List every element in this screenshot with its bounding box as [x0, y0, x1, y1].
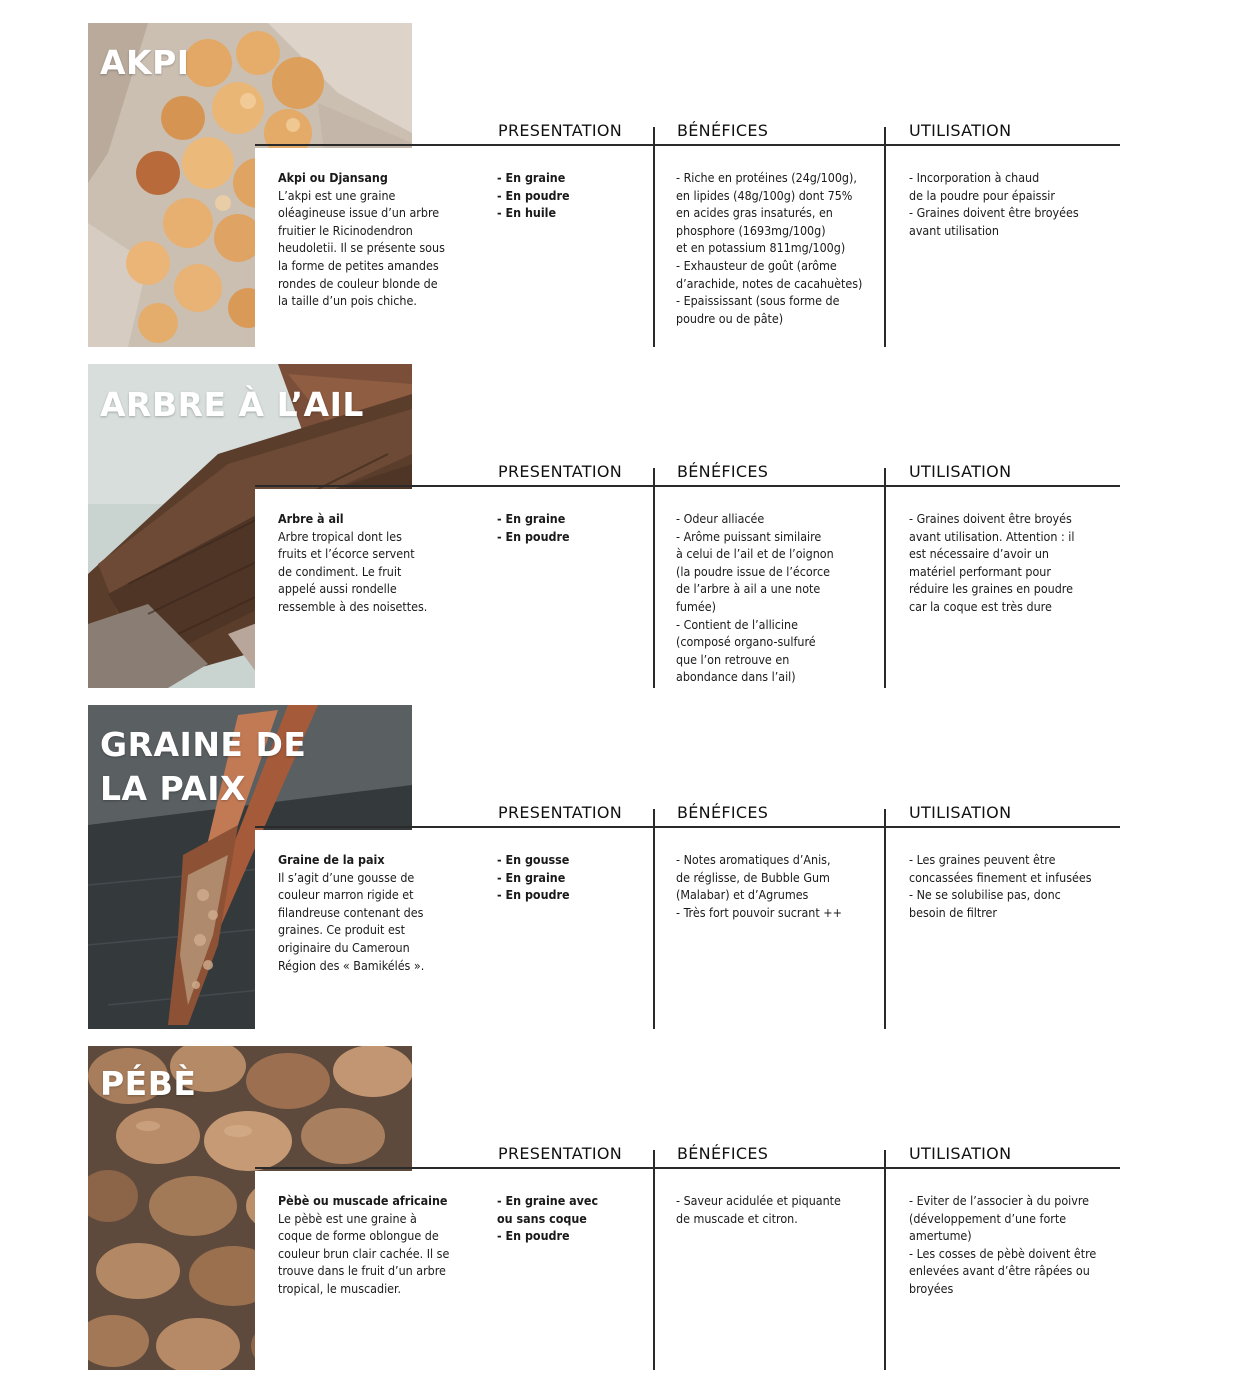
pebe-benefices [676, 1192, 881, 1227]
section-arbre-a-ail [0, 364, 1242, 694]
list-item: en acides gras insaturés, en [676, 205, 833, 221]
list-item: de l’arbre à ail a une note [676, 581, 821, 597]
desc-line: originaire du Cameroun [278, 939, 410, 955]
list-item: - En poudre [497, 187, 570, 203]
desc-line: Arbre tropical dont les [278, 528, 402, 544]
list-item: de réglisse, de Bubble Gum [676, 869, 830, 885]
desc-line: oléagineuse issue d’un arbre [278, 205, 440, 221]
arbre-a-ail-presentation [497, 510, 637, 545]
divider-horizontal [255, 826, 1120, 828]
desc-line: appelé aussi rondelle [278, 581, 397, 597]
list-item: à celui de l’ail et de l’oignon [676, 546, 834, 562]
pebe-title [100, 1062, 196, 1106]
list-item: - Riche en protéines (24g/100g), [676, 170, 857, 185]
divider-horizontal [255, 144, 1120, 146]
list-item: - Eviter de l’associer à du poivre [909, 1193, 1090, 1208]
list-item: avant utilisation. Attention : il [909, 528, 1075, 544]
list-item: (Malabar) et d’Agrumes [676, 887, 809, 903]
desc-line: graines. Ce produit est [278, 922, 405, 938]
list-item: - Arôme puissant similaire [676, 528, 822, 544]
desc-title: Arbre à ail [278, 511, 344, 526]
section-graine-de-la-paix [0, 705, 1242, 1035]
list-item: - Notes aromatiques d’Anis, [676, 852, 831, 867]
list-item: - Ne se solubilise pas, donc [909, 887, 1061, 903]
title-line: AKPI [100, 43, 190, 82]
header-utilisation: UTILISATION [909, 121, 1012, 140]
desc-line: tropical, le muscadier. [278, 1280, 402, 1296]
list-item: (la poudre issue de l’écorce [676, 563, 830, 579]
divider-vertical [884, 127, 886, 347]
section-pebe [0, 1046, 1242, 1376]
list-item: - Graines doivent être broyés [909, 511, 1072, 526]
desc-line: heudoletii. Il se présente sous [278, 240, 445, 256]
list-item: réduire les graines en poudre [909, 581, 1073, 597]
arbre-a-ail-benefices [676, 510, 881, 686]
header-presentation: PRESENTATION [498, 121, 622, 140]
list-item: - En poudre [497, 887, 570, 903]
desc-line: de condiment. Le fruit [278, 563, 402, 579]
akpi-title [100, 41, 190, 85]
list-item: - En gousse [497, 852, 570, 867]
pebe-utilisation [909, 1192, 1119, 1298]
list-item: - En poudre [497, 528, 570, 544]
header-benefices: BÉNÉFICES [677, 1144, 769, 1163]
list-item: - Les graines peuvent être [909, 852, 1056, 867]
graine-de-la-paix-title [100, 723, 306, 811]
desc-line: Région des « Bamikélés ». [278, 957, 425, 973]
graine-de-la-paix-benefices [676, 851, 881, 921]
divider-vertical [653, 468, 655, 688]
desc-line: Il s’agit d’une gousse de [278, 869, 415, 885]
list-item: phosphore (1693mg/100g) [676, 222, 826, 238]
desc-line: la taille d’un pois chiche. [278, 293, 417, 309]
list-item: est nécessaire d’avoir un [909, 546, 1049, 562]
akpi-presentation [497, 169, 637, 222]
graine-de-la-paix-presentation [497, 851, 637, 904]
list-item: - En graine avec [497, 1193, 599, 1208]
section-akpi [0, 23, 1242, 353]
pebe-description [278, 1192, 468, 1298]
list-item: enlevées avant d’être râpées ou [909, 1263, 1090, 1279]
pebe-presentation [497, 1192, 637, 1245]
akpi-description [278, 169, 468, 310]
list-item: avant utilisation [909, 222, 999, 238]
header-benefices: BÉNÉFICES [677, 121, 769, 140]
list-item: - En graine [497, 170, 566, 185]
list-item: - En graine [497, 869, 566, 885]
list-item: matériel performant pour [909, 563, 1051, 579]
list-item: - Incorporation à chaud [909, 170, 1040, 185]
list-item: - Les cosses de pèbè doivent être [909, 1245, 1097, 1261]
list-item: de muscade et citron. [676, 1210, 798, 1226]
arbre-a-ail-description [278, 510, 468, 616]
desc-line: trouve dans le fruit d’un arbre [278, 1263, 446, 1279]
list-item: en lipides (48g/100g) dont 75% [676, 187, 853, 203]
akpi-utilisation [909, 169, 1119, 239]
list-item: fumée) [676, 598, 716, 614]
desc-line: ressemble à des noisettes. [278, 598, 428, 614]
list-item: broyées [909, 1280, 954, 1296]
list-item: - En graine [497, 511, 566, 526]
desc-line: couleur marron rigide et [278, 887, 414, 903]
divider-horizontal [255, 485, 1120, 487]
desc-line: fruitier le Ricinodendron [278, 222, 413, 238]
divider-horizontal [255, 1167, 1120, 1169]
title-line: LA PAIX [100, 769, 246, 808]
list-item: ou sans coque [497, 1210, 587, 1226]
header-presentation: PRESENTATION [498, 803, 622, 822]
title-line: PÉBÈ [100, 1064, 197, 1103]
divider-vertical [884, 809, 886, 1029]
graine-de-la-paix-description [278, 851, 468, 974]
header-benefices: BÉNÉFICES [677, 462, 769, 481]
divider-vertical [653, 809, 655, 1029]
divider-vertical [653, 1150, 655, 1370]
desc-line: filandreuse contenant des [278, 904, 424, 920]
list-item: et en potassium 811mg/100g) [676, 240, 846, 256]
desc-line: rondes de couleur blonde de [278, 275, 438, 291]
list-item: - Très fort pouvoir sucrant ++ [676, 904, 842, 920]
list-item: abondance dans l’ail) [676, 669, 796, 685]
arbre-a-ail-title [100, 383, 364, 427]
list-item: de la poudre pour épaissir [909, 187, 1055, 203]
list-item: amertume) [909, 1228, 972, 1244]
akpi-benefices [676, 169, 881, 327]
desc-title: Akpi ou Djansang [278, 170, 388, 185]
title-line: GRAINE DE [100, 725, 307, 764]
list-item: d’arachide, notes de cacahuètes) [676, 275, 863, 291]
list-item: - Epaississant (sous forme de [676, 293, 840, 309]
desc-line: coque de forme oblongue de [278, 1228, 439, 1244]
divider-vertical [884, 1150, 886, 1370]
header-presentation: PRESENTATION [498, 462, 622, 481]
header-benefices: BÉNÉFICES [677, 803, 769, 822]
header-utilisation: UTILISATION [909, 462, 1012, 481]
list-item: concassées finement et infusées [909, 869, 1092, 885]
divider-vertical [884, 468, 886, 688]
desc-title: Pèbè ou muscade africaine [278, 1193, 448, 1208]
list-item: poudre ou de pâte) [676, 310, 784, 326]
list-item: - Exhausteur de goût (arôme [676, 257, 837, 273]
list-item: (composé organo-sulfuré [676, 634, 816, 650]
list-item: - Saveur acidulée et piquante [676, 1193, 841, 1208]
header-utilisation: UTILISATION [909, 1144, 1012, 1163]
title-line: ARBRE À L’AIL [100, 385, 364, 424]
list-item: - En poudre [497, 1228, 570, 1244]
desc-line: fruits et l’écorce servent [278, 546, 415, 562]
divider-vertical [653, 127, 655, 347]
list-item: (développement d’une forte [909, 1210, 1067, 1226]
list-item: car la coque est très dure [909, 598, 1052, 614]
graine-de-la-paix-utilisation [909, 851, 1119, 921]
list-item: que l’on retrouve en [676, 651, 790, 667]
desc-line: couleur brun clair cachée. Il se [278, 1245, 450, 1261]
list-item: - En huile [497, 205, 557, 221]
desc-line: Le pèbè est une graine à [278, 1210, 417, 1226]
desc-line: la forme de petites amandes [278, 257, 439, 273]
header-utilisation: UTILISATION [909, 803, 1012, 822]
list-item: - Graines doivent être broyées [909, 205, 1079, 221]
list-item: - Odeur alliacée [676, 511, 765, 526]
list-item: - Contient de l’allicine [676, 616, 798, 632]
desc-line: L’akpi est une graine [278, 187, 396, 203]
header-presentation: PRESENTATION [498, 1144, 622, 1163]
list-item: besoin de filtrer [909, 904, 997, 920]
arbre-a-ail-utilisation [909, 510, 1119, 616]
desc-title: Graine de la paix [278, 852, 385, 867]
